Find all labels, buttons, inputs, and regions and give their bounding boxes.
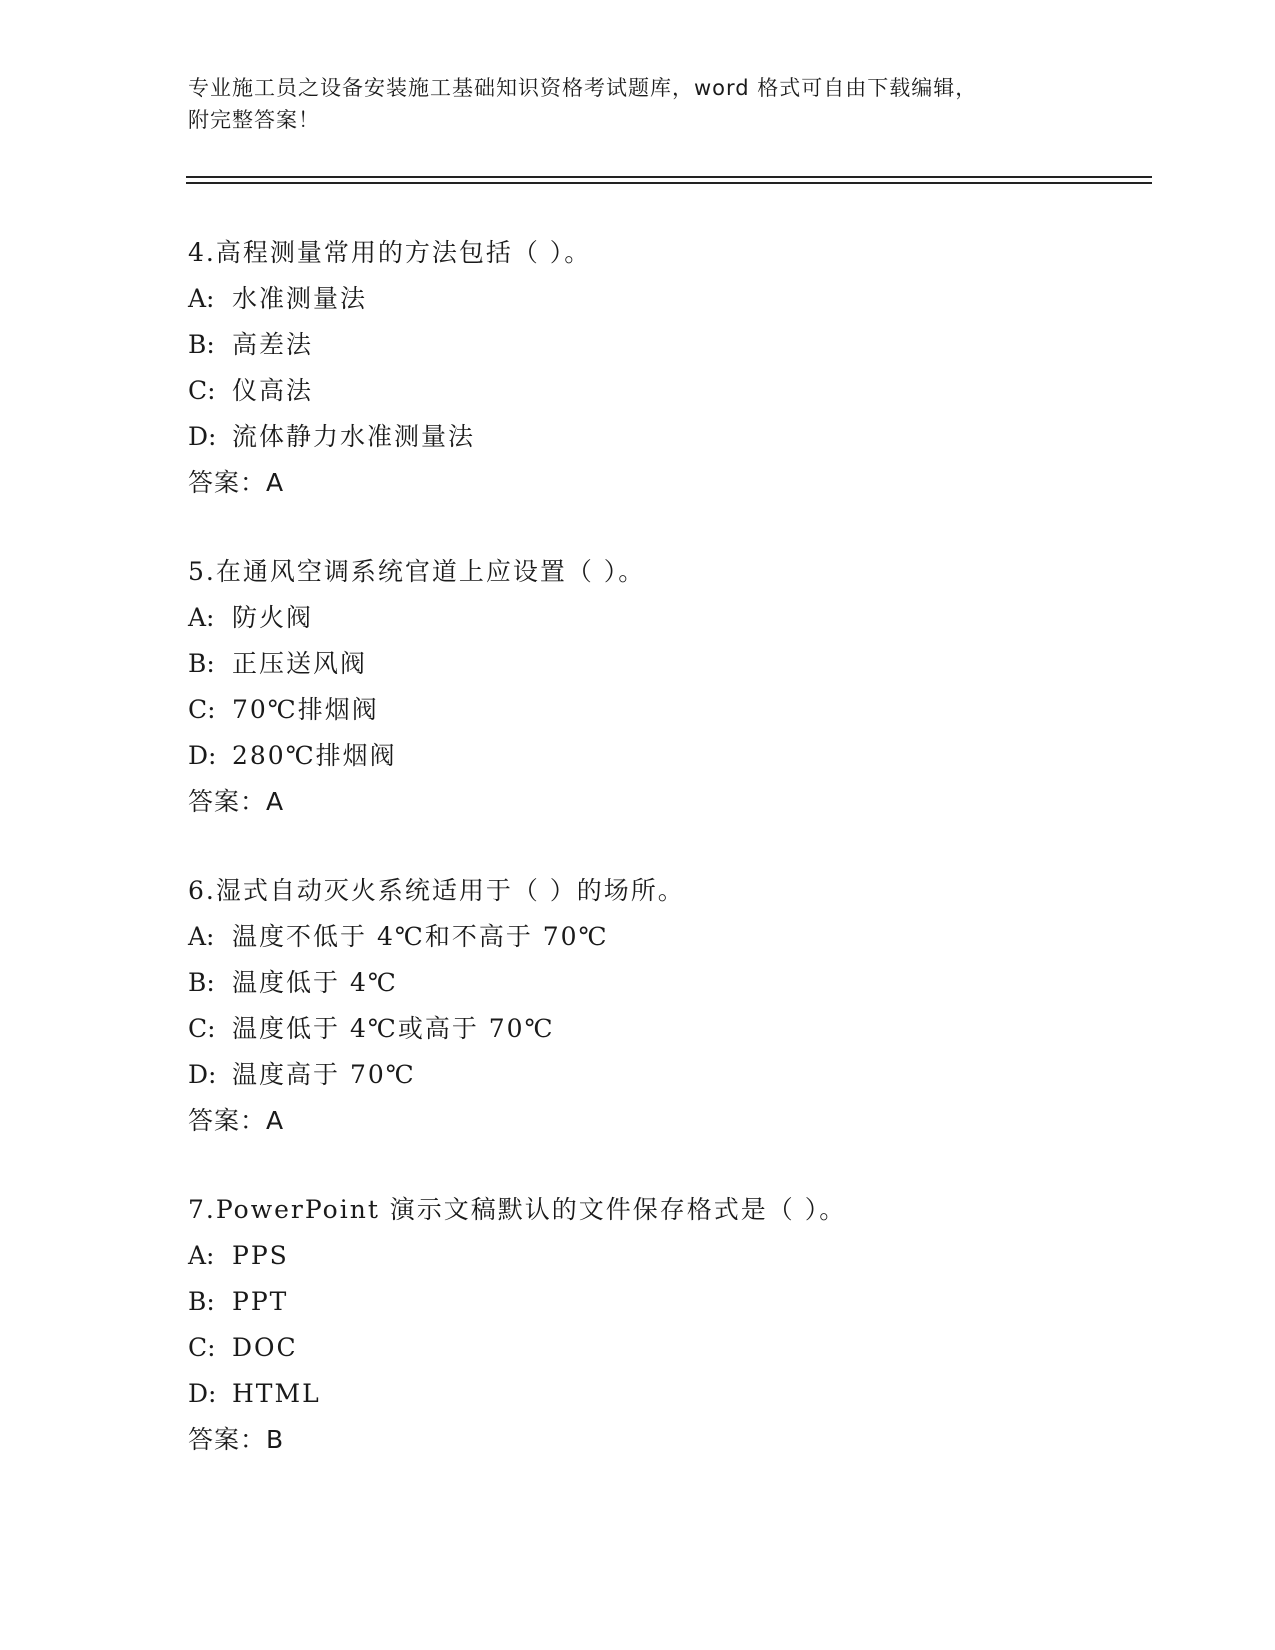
header-divider-top [186, 176, 1152, 178]
document-header [188, 72, 1088, 136]
option-text: PPT [232, 1287, 289, 1316]
option-b [188, 960, 1148, 1006]
option-text: 温度低于 4℃或高于 70℃ [232, 1014, 555, 1043]
answer-line: 答案：A [188, 468, 285, 497]
option-letter: A: [188, 1241, 215, 1270]
option-letter: C: [188, 1014, 216, 1043]
answer-line: 答案：A [188, 787, 285, 816]
option-text: 正压送风阀 [232, 649, 368, 678]
option-text: 防火阀 [232, 603, 314, 632]
option-letter: C: [188, 376, 216, 405]
question-6 [188, 868, 1148, 1144]
header-line-1: 专业施工员之设备安装施工基础知识资格考试题库，word 格式可自由下载编辑， [188, 76, 978, 100]
option-text: 仪高法 [232, 376, 314, 405]
option-letter: D: [188, 1379, 217, 1408]
question-4 [188, 230, 1148, 506]
option-a [188, 1233, 1148, 1279]
option-text: HTML [232, 1379, 321, 1408]
option-a [188, 914, 1148, 960]
option-b [188, 1279, 1148, 1325]
question-5 [188, 549, 1148, 825]
option-text: 水准测量法 [232, 284, 368, 313]
answer-line: 答案：A [188, 1106, 285, 1135]
option-text: 流体静力水准测量法 [232, 422, 476, 451]
option-c [188, 687, 1148, 733]
option-letter: D: [188, 1060, 217, 1089]
option-text: 温度不低于 4℃和不高于 70℃ [232, 922, 609, 951]
option-letter: B: [188, 330, 215, 359]
option-letter: B: [188, 649, 215, 678]
option-a [188, 595, 1148, 641]
option-text: 高差法 [232, 330, 314, 359]
option-letter: A: [188, 284, 215, 313]
option-text: PPS [232, 1241, 289, 1270]
option-b [188, 322, 1148, 368]
option-d [188, 733, 1148, 779]
option-letter: B: [188, 968, 215, 997]
question-stem: 6.湿式自动灭火系统适用于（ ）的场所。 [188, 876, 685, 905]
option-letter: B: [188, 1287, 215, 1316]
option-text: 280℃排烟阀 [232, 741, 397, 770]
option-letter: C: [188, 695, 216, 724]
option-text: 70℃排烟阀 [232, 695, 379, 724]
option-text: DOC [232, 1333, 298, 1362]
header-divider-bottom [186, 182, 1152, 184]
option-c [188, 368, 1148, 414]
question-stem: 5.在通风空调系统官道上应设置（ ）。 [188, 557, 646, 586]
option-letter: A: [188, 603, 215, 632]
option-letter: A: [188, 922, 215, 951]
option-b [188, 641, 1148, 687]
question-stem: 4.高程测量常用的方法包括（ ）。 [188, 238, 592, 267]
option-text: 温度低于 4℃ [232, 968, 398, 997]
option-a [188, 276, 1148, 322]
option-letter: D: [188, 422, 217, 451]
option-letter: C: [188, 1333, 216, 1362]
question-7 [188, 1187, 1148, 1463]
option-d [188, 414, 1148, 460]
option-c [188, 1325, 1148, 1371]
header-line-2: 附完整答案！ [188, 108, 320, 132]
question-stem: 7.PowerPoint 演示文稿默认的文件保存格式是（ ）。 [188, 1195, 847, 1224]
answer-line: 答案：B [188, 1425, 285, 1454]
option-c [188, 1006, 1148, 1052]
option-d [188, 1052, 1148, 1098]
option-letter: D: [188, 741, 217, 770]
option-d [188, 1371, 1148, 1417]
option-text: 温度高于 70℃ [232, 1060, 416, 1089]
